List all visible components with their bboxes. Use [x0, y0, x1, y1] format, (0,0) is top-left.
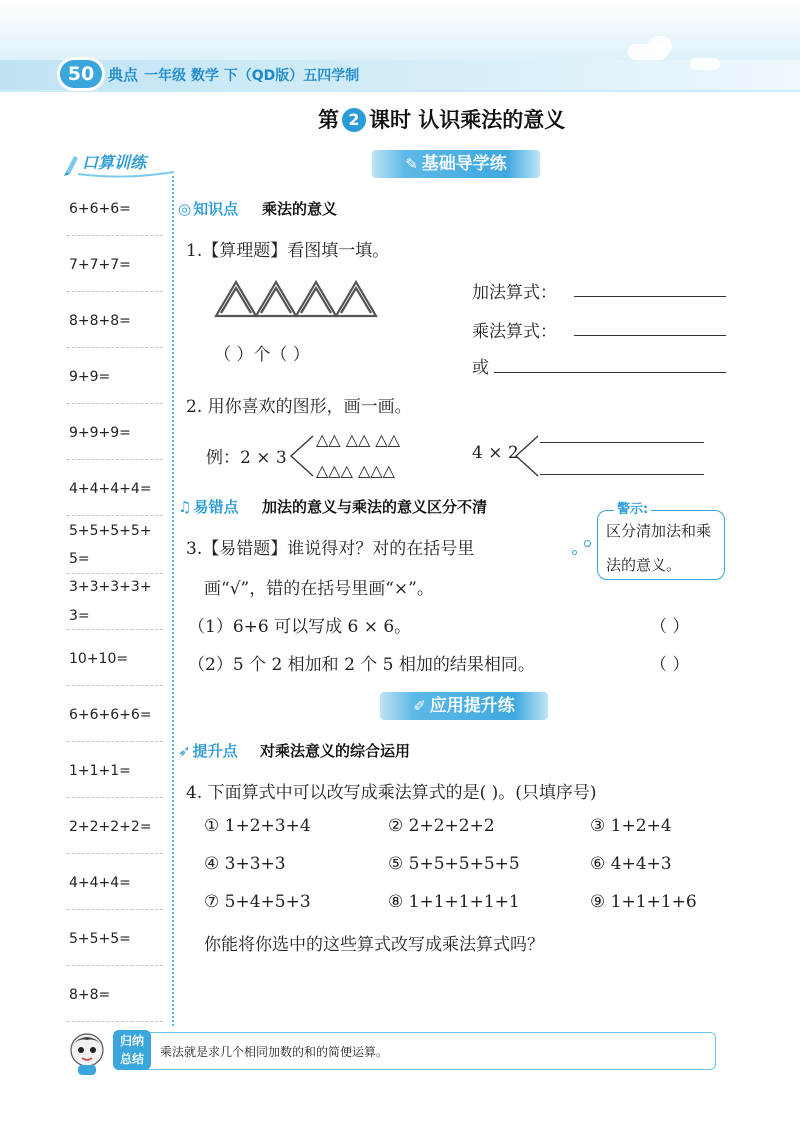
q4-option[interactable]: ⑥ 4+4+3 — [590, 854, 672, 874]
page-number: 50 — [60, 60, 102, 88]
q3-item2: （2）5 个 2 相加和 2 个 5 相加的结果相同。 — [188, 655, 535, 675]
divider — [67, 909, 163, 910]
bracket-icon — [514, 434, 540, 478]
mental-math-header — [64, 150, 178, 178]
summary-text: 乘法就是求几个相同加数的和的简便运算。 — [160, 1045, 389, 1059]
drill-item: 2+2+2+2= — [69, 819, 152, 835]
q2-example-row1: △△ △△ △△ — [316, 430, 400, 449]
divider — [67, 965, 163, 966]
drill-item: 4+4+4= — [69, 875, 131, 891]
q2-draw-line-2[interactable] — [540, 474, 704, 475]
q4-option[interactable]: ⑦ 5+4+5+3 — [204, 892, 311, 912]
summary-badge — [113, 1030, 151, 1070]
stick-triangles-figure — [214, 278, 380, 320]
applied-banner-label: 应用提升练 — [429, 696, 515, 716]
drill-item: 7+7+7= — [69, 257, 131, 273]
divider — [67, 797, 163, 798]
multiplication-label: 乘法算式： — [472, 322, 557, 342]
rocket-icon: ➶ — [178, 742, 191, 760]
lesson-title-text: 课时 认识乘法的意义 — [369, 108, 566, 132]
drill-item: 6+6+6= — [69, 201, 131, 217]
divider — [67, 459, 163, 460]
cloud-icon — [690, 58, 720, 70]
left-column-divider — [172, 176, 174, 1026]
drill-item: 3= — [69, 608, 90, 624]
cloud-icon — [648, 36, 672, 56]
improve-tag-label: 提升点 — [192, 742, 238, 760]
drill-item: 6+6+6+6= — [69, 707, 152, 723]
q4-option[interactable]: ④ 3+3+3 — [204, 854, 286, 874]
drill-item: 8+8= — [69, 987, 111, 1003]
q3-item1-answer[interactable]: （ ） — [650, 617, 690, 637]
q4-followup: 你能将你选中的这些算式改写成乘法算式吗？ — [204, 935, 544, 955]
error-tag-label: 易错点 — [193, 498, 239, 516]
multiplication-answer-line[interactable] — [574, 335, 726, 336]
divider — [67, 685, 163, 686]
lesson-number-badge: 2 — [342, 108, 366, 132]
q3-item2-answer[interactable]: （ ） — [650, 655, 690, 675]
q2-example-row2: △△△ △△△ — [316, 461, 395, 480]
q4-option[interactable]: ⑧ 1+1+1+1+1 — [388, 892, 520, 912]
q2-draw-line-1[interactable] — [540, 442, 704, 443]
thought-bubble-dot — [584, 540, 591, 547]
or-label: 或 — [472, 358, 489, 378]
q3-line2: 画“√”，错的在括号里画“×”。 — [204, 579, 434, 599]
tip-text: 区分清加法和乘法的意义。 — [606, 522, 712, 574]
knowledge-point-tag — [178, 198, 238, 219]
divider — [67, 1021, 163, 1022]
q3-item1: （1）6+6 可以写成 6 × 6。 — [188, 617, 412, 637]
error-point-text: 加法的意义与乘法的意义区分不清 — [262, 498, 488, 516]
ruler-icon: ✐ — [413, 697, 426, 715]
knowledge-point-text: 乘法的意义 — [262, 200, 338, 218]
drill-item: 9+9+9= — [69, 425, 131, 441]
divider — [67, 291, 163, 292]
summary-badge-line2: 总结 — [119, 1052, 144, 1066]
q4-option[interactable]: ⑨ 1+1+1+6 — [590, 892, 697, 912]
basic-banner-label: 基础导学练 — [421, 154, 507, 174]
alt-answer-line[interactable] — [494, 372, 726, 373]
knowledge-tag-label: 知识点 — [193, 200, 239, 218]
bell-icon: ♫ — [178, 498, 192, 516]
book-info: 一年级 数学 下（QD版）五四学制 — [144, 68, 360, 84]
bracket-icon — [289, 434, 315, 478]
drill-item: 3+3+3+3+ — [69, 579, 152, 595]
brand-logo: 典点 — [108, 66, 139, 84]
divider — [67, 515, 163, 516]
q4-option[interactable]: ② 2+2+2+2 — [388, 816, 495, 836]
q3-line1: 3.【易错题】谁说得对？对的在括号里 — [186, 539, 475, 559]
drill-item: 10+10= — [69, 651, 129, 667]
divider — [67, 573, 163, 574]
drill-item: 8+8+8= — [69, 313, 131, 329]
basic-practice-banner — [372, 150, 540, 178]
divider — [67, 403, 163, 404]
lesson-title — [318, 104, 565, 134]
divider — [67, 347, 163, 348]
error-point-tag — [178, 496, 238, 517]
q2-title: 2. 用你喜欢的图形，画一画。 — [186, 397, 412, 417]
q4-title: 4. 下面算式中可以改写成乘法算式的是( )。(只填序号) — [186, 783, 597, 803]
q4-option[interactable]: ① 1+2+3+4 — [204, 816, 311, 836]
q4-option[interactable]: ③ 1+2+4 — [590, 816, 672, 836]
divider — [67, 629, 163, 630]
tip-label: 警示: — [614, 498, 651, 517]
drill-item: 1+1+1= — [69, 763, 131, 779]
divider — [67, 741, 163, 742]
compass-icon: ✎ — [405, 155, 418, 173]
drill-item: 5= — [69, 551, 90, 567]
lesson-prefix: 第 — [318, 108, 339, 132]
divider — [67, 853, 163, 854]
drill-item: 5+5+5+5+ — [69, 523, 152, 539]
addition-label: 加法算式： — [472, 283, 557, 303]
addition-answer-line[interactable] — [574, 296, 726, 297]
q1-title: 1.【算理题】看图填一填。 — [186, 241, 390, 261]
mascot-icon — [64, 1030, 110, 1076]
divider — [67, 235, 163, 236]
q1-blank: （ ）个（ ） — [214, 345, 310, 365]
drill-item: 5+5+5= — [69, 931, 131, 947]
drill-item: 4+4+4+4= — [69, 481, 152, 497]
q2-task-label: 4 × 2 — [472, 443, 519, 463]
q2-example-label: 例：2 × 3 — [206, 448, 287, 468]
applied-practice-banner — [380, 692, 548, 720]
thought-bubble-dot — [572, 550, 577, 555]
drill-item: 9+9= — [69, 369, 111, 385]
summary-badge-line1: 归纳 — [119, 1034, 144, 1048]
mental-math-title: 口算训练 — [82, 153, 147, 172]
improve-point-text: 对乘法意义的综合运用 — [260, 742, 411, 760]
improve-point-tag — [178, 740, 238, 761]
q4-option[interactable]: ⑤ 5+5+5+5+5 — [388, 854, 520, 874]
target-icon: ◎ — [178, 200, 192, 218]
